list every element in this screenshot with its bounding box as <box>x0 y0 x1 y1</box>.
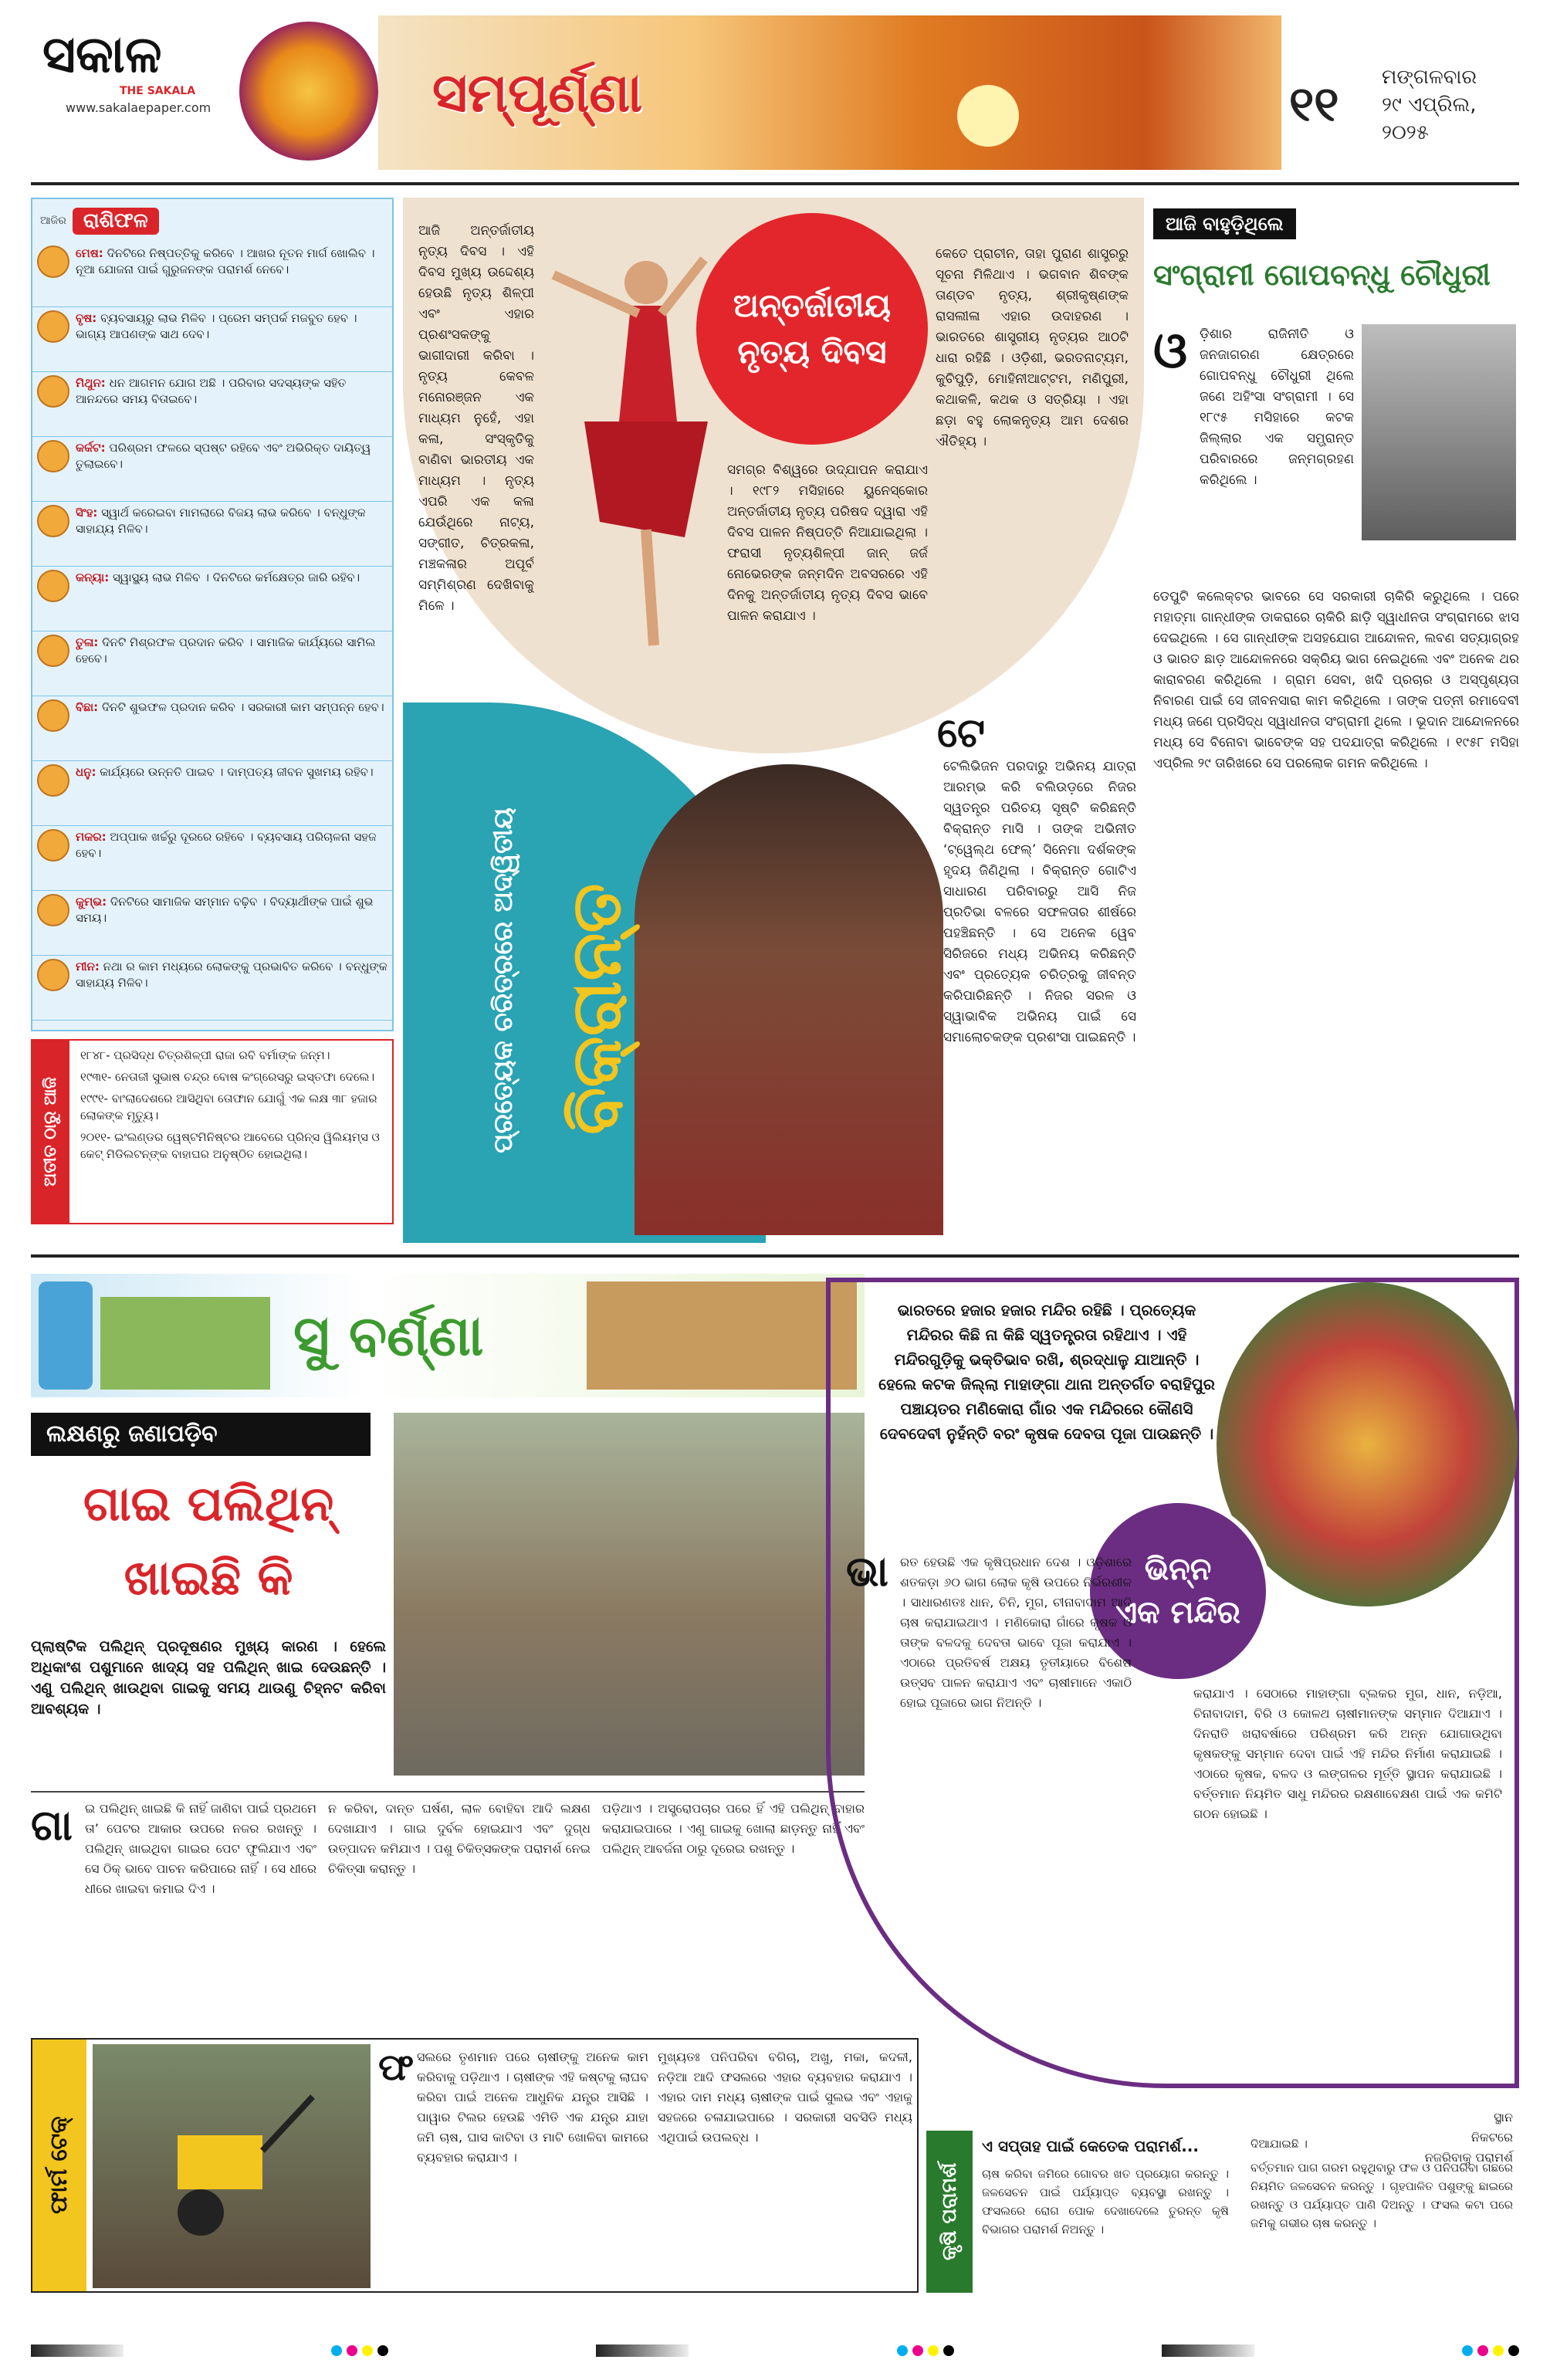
rashi-prediction: ନଥା ର କାମ ମଧ୍ୟରେ ଲୋକଙ୍କୁ ପ୍ରଭାବିତ କରିବେ । ବନ୍ଧୁଙ୍କ ସାହାଯ୍ୟ ମିଳିବ। <box>76 960 388 990</box>
registration-grey-left <box>31 2344 124 2357</box>
gopabandhu-portrait <box>1362 324 1516 540</box>
rashi-row <box>32 567 392 631</box>
temple-credit-line2: ନିକଟରେ <box>1470 2130 1513 2145</box>
issue-date-text: ୨୯ ଏପ୍ରିଲ, <box>1382 93 1477 117</box>
rashi-sign: କନ୍ୟା: <box>76 570 110 584</box>
gopabandhu-intro: ଡ଼ିଶାର ରାଜିନୀତି ଓ ଜନଜାଗରଣ କ୍ଷେତ୍ରରେ ଗୋପବନ୍ଧୁ ଚୌଧୁରୀ ଥିଲେ ଜଣେ ଅହିଂସା ସଂଗ୍ରାମୀ । ସେ ୧୮୯୫ ମସିହାରେ କଟକ ଜିଲ୍ଲାର ଏକ ସମ୍ଭ୍ରାନ୍ତ ପରିବାରରେ ଜନ୍ମଗ୍ରହଣ କରିଥିଲେ । <box>1200 327 1354 488</box>
rashi-row <box>32 696 392 761</box>
dance-title-line2: ନୃତ୍ୟ ଦିବସ <box>737 333 887 371</box>
rashi-text <box>76 570 360 586</box>
suvarna-banner <box>31 1274 865 1397</box>
zodiac-icon <box>37 310 69 343</box>
history-item: ୧୯୩୧- ନେତାଜୀ ସୁଭାଷ ଚନ୍ଦ୍ର ବୋଷ କଂଗ୍ରେସରୁ ଇସ୍ତଫା ଦେଲେ। <box>80 1070 375 1084</box>
gopabandhu-title: ସଂଗ୍ରାମୀ ଗୋପବନ୍ଧୁ ଚୌଧୁରୀ <box>1153 258 1491 292</box>
zodiac-icon <box>37 635 69 667</box>
gopabandhu-lead-letter: ଓ <box>1153 323 1188 380</box>
zodiac-icon <box>37 959 69 991</box>
gopabandhu-body: ଡେପୁଟି କଲେକ୍ଟର ଭାବରେ ସେ ସରକାରୀ ଚାକିରି କରୁଥିଲେ । ପରେ ମହାତ୍ମା ଗାନ୍ଧୀଙ୍କ ଡାକରାରେ ଚାକିରି ଛାଡ଼ି ସ୍ୱାଧୀନତା ସଂଗ୍ରାମରେ ଝାସ ଦେଇଥିଲେ । ସେ ଗାନ୍ଧୀଙ୍କ ଅସହଯୋଗ ଆନ୍ଦୋଳନ, ଲବଣ ସତ୍ୟାଗ୍ରହ ଓ ଭାରତ ଛାଡ଼ ଆନ୍ଦୋଳନରେ ସକ୍ରିୟ ଭାଗ ନେଇଥିଲେ ଏବଂ ଅନେକ ଥର କାରାବରଣ କରିଥିଲେ । ଗ୍ରାମ ସେବା, ଖଦି ପ୍ରଚାର ଓ ଅସ୍ପୃଶ୍ୟତା ନିବାରଣ ପାଇଁ ସେ ଜୀବନସାରା କାମ କରିଥିଲେ । ତାଙ୍କ ପତ୍ନୀ ରମାଦେବୀ ମଧ୍ୟ ଜଣେ ପ୍ରସିଦ୍ଧ ସ୍ୱାଧୀନତା ସଂଗ୍ରାମୀ ଥିଲେ । ଭୂଦାନ ଆନ୍ଦୋଳନରେ ମଧ୍ୟ ସେ ବିନୋବା ଭାବେଙ୍କ ସହ ପଦଯାତ୍ରା କରିଥିଲେ । ୧୯୫୮ ମସିହା ଏପ୍ରିଲ ୨୯ ତାରିଖରେ ସେ ପରଲୋକ ଗମନ କରିଥିଲେ । <box>1153 589 1519 771</box>
rashi-prediction: ଦିନଟିରେ ସାମାଜିକ ସମ୍ମାନ ବଢ଼ିବ । ବିଦ୍ୟାର୍ଥୀଙ୍କ ପାଇଁ ଶୁଭ ସମୟ। <box>76 895 374 925</box>
krishi-section <box>926 2131 1519 2293</box>
rashi-text <box>76 829 388 862</box>
vikrant-portrait <box>635 764 943 1235</box>
issue-year: ୨୦୨୫ <box>1382 121 1429 144</box>
vikrant-body: ଟେଲିଭିଜନ ପରଦାରୁ ଅଭିନୟ ଯାତ୍ରା ଆରମ୍ଭ କରି ବଲିଉଡ଼ରେ ନିଜର ସ୍ୱତନ୍ତ୍ର ପରିଚୟ ସୃଷ୍ଟି କରିଛନ୍ତି ବିକ୍ରାନ୍ତ ମାସି । ତାଙ୍କ ଅଭିନୀତ ‘ଟ୍ୱେଲ୍‌ଥ ଫେଲ୍’ ସିନେମା ଦର୍ଶକଙ୍କ ହୃଦୟ ଜିଣିଥିଲା । ବିକ୍ରାନ୍ତ ଗୋଟିଏ ସାଧାରଣ ପରିବାରରୁ ଆସି ନିଜ ପ୍ରତିଭା ବଳରେ ସଫଳତାର ଶୀର୍ଷରେ ପହଞ୍ଚିଛନ୍ତି । ସେ ଅନେକ ୱେବ ସିରିଜରେ ମଧ୍ୟ ଅଭିନୟ କରିଛନ୍ତି ଏବଂ ପ୍ରତ୍ୟେକ ଚରିତ୍ରକୁ ଜୀବନ୍ତ କରିପାରିଛନ୍ତି । ନିଜର ସରଳ ଓ ସ୍ୱାଭାବିକ ଅଭିନୟ ପାଇଁ ସେ ସମାଲୋଚକଙ୍କ ପ୍ରଶଂସା ପାଇଛନ୍ତି । <box>943 759 1136 1045</box>
farmers-illustration <box>587 1281 857 1390</box>
rashi-prediction: ଧନ ଆଗମନ ଯୋଗ ଅଛି । ପରିବାର ସଦସ୍ୟଙ୍କ ସହିତ ଆନନ୍ଦରେ ସମୟ ବିତାଇବେ। <box>76 376 347 406</box>
rashifal-badge: ରାଶିଫଳ <box>73 208 159 235</box>
temple-credit-line1: ସ୍ଥାନ <box>1494 2110 1513 2124</box>
gopabandhu-section <box>1153 208 1519 1235</box>
history-item: ୨୦୧୧- ଇଂଲଣ୍ଡର ୱେଷ୍ଟମିନିଷ୍ଟର ଆବେରେ ପ୍ରିନ୍ସ ୱିଲିୟମ୍ସ ଓ କେଟ୍ ମିଡିଲଟନ୍‌ଙ୍କ ବାହାଘର ଅନୁଷ୍ଠିତ ହୋଇଥିଲା। <box>80 1130 380 1161</box>
farm-tech-col1: ସଲରେ ତୃଣମାନ ପରେ ଚାଷୀଙ୍କୁ ଅନେକ କାମ କରିବାକୁ ପଡ଼ିଥାଏ । ଚାଷୀଙ୍କ ଏହି କଷ୍ଟକୁ ଲାଘବ କରିବା ପାଇଁ ଅନେକ ଆଧୁନିକ ଯନ୍ତ୍ର ଆସିଛି । ପାୱାର ଟିଲର ହେଉଛି ଏମିତି ଏକ ଯନ୍ତ୍ର ଯାହା ଜମି ଚାଷ, ଘାସ କାଟିବା ଓ ମାଟି ଖୋଳିବା କାମରେ ବ୍ୟବହାର କରାଯାଏ । <box>417 2050 648 2165</box>
rashi-text <box>76 635 388 667</box>
masthead <box>0 0 1550 185</box>
rashi-text <box>76 959 388 991</box>
history-list <box>80 1047 386 1220</box>
power-tiller-photo <box>93 2044 371 2288</box>
cow-intro: ପ୍ଲାଷ୍ଟିକ ପଲିଥିନ୍ ପ୍ରଦୂଷଣର ମୁଖ୍ୟ କାରଣ । ହେଲେ ଅଧିକାଂଶ ପଶୁମାନେ ଖାଦ୍ୟ ସହ ପଲିଥିନ୍ ଖାଇ ଦେଉଛନ୍ତି । ଏଣୁ ପଲିଥିନ୍ ଖାଉଥିବା ଗାଇକୁ ସମୟ ଥାଉଣୁ ଚିହ୍ନଟ କରିବା ଆବଶ୍ୟକ । <box>31 1638 386 1718</box>
vikrant-section <box>403 702 1144 1243</box>
suvarna-title: ସୁ ବର୍ଣ୍ଣା <box>293 1302 484 1368</box>
rashi-text <box>76 245 388 278</box>
rashi-row <box>32 891 392 956</box>
rashi-text <box>76 310 388 343</box>
temple-intro: ଭାରତରେ ହଜାର ହଜାର ମନ୍ଦିର ରହିଛି । ପ୍ରତ୍ୟେକ ମନ୍ଦିରର କିଛି ନା କିଛି ସ୍ୱତନ୍ତ୍ରତା ରହିଥାଏ । ଏହି ମନ୍ଦିରଗୁଡ଼ିକୁ ଭକ୍ତିଭାବ ରଖି, ଶ୍ରଦ୍ଧାଳୁ ଯାଆନ୍ତି । ହେଲେ କଟକ ଜିଲ୍ଲା ମାହାଙ୍ଗା ଥାନା ଅନ୍ତର୍ଗତ ବରାହିପୁର ପଞ୍ଚାୟତର ମଣିକୋରା ଗାଁର ଏକ ମନ୍ଦିରରେ କୌଣସି ଦେବଦେବୀ ନୁହଁନ୍ତି ବରଂ କୃଷକ ଦେବତା ପୂଜା ପାଉଛନ୍ତି । <box>878 1301 1215 1443</box>
rashi-prediction: ଅପ୍ପାକ ଖର୍ଚ୍ଚରୁ ଦୂରରେ ରହିବେ । ବ୍ୟବସାୟ ପରିଚାଳନା ସହଜ ହେବ। <box>76 830 377 860</box>
history-item: ୧୮୪୮- ପ୍ରସିଦ୍ଧ ଚିତ୍ରଶିଳ୍ପୀ ରାଜା ରବି ବର୍ମାଙ୍କ ଜନ୍ମ। <box>80 1048 330 1062</box>
dance-col3: କେତେ ପ୍ରାଚୀନ, ତାହା ପୁରାଣ ଶାସ୍ତ୍ରରୁ ସୂଚନା ମିଳିଥାଏ । ଭଗବାନ ଶିବଙ୍କ ତାଣ୍ଡବ ନୃତ୍ୟ, ଶ୍ରୀକୃଷ୍ଣଙ୍କ ରାସଲୀଳା ଏହାର ଉଦାହରଣ । ଭାରତରେ ଶାସ୍ତ୍ରୀୟ ନୃତ୍ୟର ଆଠଟି ଧାରା ରହିଛି । ଓଡ଼ିଶୀ, ଭରତନାଟ୍ୟମ, କୁଚିପୁଡ଼ି, ମୋହିନୀଆଟ୍ଟମ, ମଣିପୁରୀ, କଥାକଳି, କଥକ ଓ ସତ୍ରିୟା । ଏହା ଛଡ଼ା ବହୁ ଲୋକନୃତ୍ୟ ଆମ ଦେଶର ଐତିହ୍ୟ । <box>936 246 1129 449</box>
rashi-row <box>32 437 392 502</box>
registration-grey-mid <box>596 2344 689 2357</box>
sun-icon <box>957 85 1019 147</box>
vikrant-name: ବିକ୍ରାନ୍ତ <box>555 883 637 1135</box>
rashifal-panel <box>31 198 394 1031</box>
cow-title-line2: ଖାଇଛି କି <box>124 1549 293 1606</box>
krishi-heading: ଏ ସପ୍ତାହ ପାଇଁ କେତେକ ପରାମର୍ଶ... <box>982 2137 1199 2155</box>
rashi-row <box>32 761 392 826</box>
temple-lead-letter: ଭା <box>846 1547 888 1596</box>
history-label: ଅତୀତ ଠାରୁ ଆଜି <box>32 1041 69 1223</box>
zodiac-icon <box>37 440 69 472</box>
print-registration-bar <box>31 2339 1519 2362</box>
vikrant-lead-letter: ଟେ <box>937 710 986 757</box>
zodiac-icon <box>37 245 69 278</box>
vikrant-subtitle: ପ୍ରତ୍ୟେକ ଚରିତ୍ରରେ ଅଦ୍ୱିତୀୟ <box>488 807 519 1153</box>
phone-illustration <box>39 1281 93 1390</box>
zodiac-icon <box>37 894 69 926</box>
cow-photo <box>394 1413 865 1776</box>
krishi-col1: ଚାଷ କରିବା ଜମିରେ ଗୋବର ଖତ ପ୍ରୟୋଗ କରନ୍ତୁ । ଜଳସେଚନ ପାଇଁ ପର୍ଯ୍ୟାପ୍ତ ବ୍ୟବସ୍ଥା ରଖନ୍ତୁ । ଫସଲରେ ରୋଗ ପୋକ ଦେଖାଦେଲେ ତୁରନ୍ତ କୃଷି ବିଭାଗର ପରାମର୍ଶ ନିଅନ୍ତୁ । <box>982 2167 1229 2236</box>
zodiac-icon <box>37 764 69 797</box>
rashi-text <box>76 505 388 537</box>
rashi-prediction: ପରିଶ୍ରମ ଫଳରେ ସ୍ପଷ୍ଟ ରହିବେ ଏବଂ ଅଭିରିକ୍ତ ଦାୟିତ୍ୱ ତୁଲାଇବେ। <box>76 441 371 471</box>
gopabandhu-section-label: ଆଜି ବାହୁଡ଼ିଥିଲେ <box>1153 208 1296 239</box>
rashi-prediction: ଦିନଟି ଶୁଭଫଳ ପ୍ରଦାନ କରିବ । ସରକାରୀ କାମ ସମ୍ପନ୍ନ ହେବ। <box>101 700 384 714</box>
rashi-sign: ମୀନ: <box>76 960 100 973</box>
rashi-row <box>32 631 392 696</box>
krishi-label: କୃଷି ପରାମର୍ଶ <box>926 2131 973 2293</box>
rashifal-list <box>32 242 392 1021</box>
rashi-sign: ଧନୁ: <box>76 765 96 779</box>
logo-text: ସକାଳ <box>42 24 162 84</box>
rashi-row <box>32 502 392 567</box>
supplement-title: ସମ୍ପୂର୍ଣ୍ଣା <box>432 60 643 124</box>
rashi-sign: କୁମ୍ଭ: <box>76 895 107 909</box>
dance-title-circle <box>696 213 928 445</box>
rashi-sign: ମକର: <box>76 830 107 844</box>
sakala-logo[interactable] <box>42 23 228 116</box>
zodiac-icon <box>37 505 69 537</box>
page-number: ୧୧ <box>1289 76 1339 132</box>
masthead-rule <box>31 182 1519 185</box>
history-item: ୧୯୯୧- ବାଂଲାଦେଶରେ ଆସିଥିବା ତୋଫାନ ଯୋଗୁଁ ଏକ ଲକ୍ଷ ୩୮ ହଜାର ଲୋକଙ୍କ ମୃତ୍ୟୁ। <box>80 1092 377 1122</box>
temple-badge-line2: ଏକ ମନ୍ଦିର <box>1115 1595 1240 1630</box>
rashi-sign: ମେଷ: <box>76 246 103 260</box>
issue-date <box>1382 63 1536 148</box>
rashi-prediction: କାର୍ଯ୍ୟରେ ଉନ୍ନତି ପାଇବ । ଦାମ୍ପତ୍ୟ ଜୀବନ ସୁଖମୟ ରହିବ। <box>100 765 374 779</box>
cow-rule <box>31 1791 865 1793</box>
rashi-sign: ବୃଷ: <box>76 311 97 325</box>
rashifal-header <box>32 199 392 242</box>
rashi-text <box>76 375 388 408</box>
dance-col2: ସମଗ୍ର ବିଶ୍ୱରେ ଉଦ୍‌ଯାପନ କରାଯାଏ । ୧୯୮୨ ମସିହାରେ ୟୁନେସ୍କୋର ଅନ୍ତର୍ଜାତୀୟ ନୃତ୍ୟ ପରିଷଦ ଦ୍ୱାରା ଏହି ଦିବସ ପାଳନ ନିଷ୍ପତ୍ତି ନିଆଯାଇଥିଲା । ଫରାସୀ ନୃତ୍ୟଶିଳ୍ପୀ ଜାନ୍ ଜର୍ଜ ନୋଭେରଙ୍କ ଜନ୍ମଦିନ ଅବସରରେ ଏହି ଦିନକୁ ଅନ୍ତର୍ଜାତୀୟ ନୃତ୍ୟ ଦିବସ ଭାବେ ପାଳନ କରାଯାଏ । <box>727 462 928 624</box>
zodiac-icon <box>37 829 69 862</box>
cow-title <box>31 1467 386 1621</box>
rashi-sign: ବିଛା: <box>76 700 99 714</box>
krishi-col2-top: ଦିଆଯାଇଛି । <box>1250 2137 1308 2151</box>
dance-col1: ଆଜି ଅନ୍ତର୍ଜାତୀୟ ନୃତ୍ୟ ଦିବସ । ଏହି ଦିବସ ମୁଖ୍ୟ ଉଦ୍ଦେଶ୍ୟ ହେଉଛି ନୃତ୍ୟ ଶିଳ୍ପୀ ଏବଂ ଏହାର ପ୍ରଶଂସକଙ୍କୁ ଭାଗୀଦାରୀ କରିବା । ନୃତ୍ୟ କେବଳ ମନୋରଞ୍ଜନ ଏକ ମାଧ୍ୟମ ନୁହେଁ, ଏହା କଳା, ସଂସ୍କୃତିକୁ ବାଣିବା ଭାରତୀୟ ଏକ ମାଧ୍ୟମ । ନୃତ୍ୟ ଏପରି ଏକ କଳା ଯେଉଁଥିରେ ନାଟ୍ୟ, ସଙ୍ଗୀତ, ଚିତ୍ରକଳା, ମଞ୍ଚକଳାର ଅପୂର୍ବ ସମ୍ମିଶ୍ରଣ ଦେଖିବାକୁ ମିଳେ । <box>418 223 534 614</box>
rashi-prediction: ଦିନଟିରେ ନିଷ୍ପତ୍ତିକୁ କରିବେ । ଆଖର ନୂତନ ମାର୍ଗ ଖୋଲିବ । ନୂଆ ଯୋଜନା ପାଇଁ ଗୁରୁଜନଙ୍କ ପରାମର୍ଶ ନେବେ। <box>76 246 375 276</box>
cow-kicker: ଲକ୍ଷଣରୁ ଜଣାପଡ଼ିବ <box>31 1413 371 1456</box>
zodiac-icon <box>37 570 69 602</box>
rashi-row <box>32 372 392 437</box>
temple-credit-line3: ନଜରିବାକୁ ପରାମର୍ଶ <box>1424 2150 1513 2165</box>
farm-tech-col2: ମୁଖ୍ୟତଃ ପନିପରିବା ବଗିଚା, ଅଖୁ, ମକା, କଦଳୀ, ନଡ଼ିଆ ଆଦି ଫସଲରେ ଏହାର ବ୍ୟବହାର କରାଯାଏ । ଏହାର ଦାମ ମଧ୍ୟ ଚାଷୀଙ୍କ ପାଇଁ ସୁଲଭ ଏବଂ ଏହାକୁ ସହଜରେ ଚଳାଯାଇପାରେ । ସରକାରୀ ସବସିଡି ମଧ୍ୟ ଏଥିପାଇଁ ଉପଲବ୍ଧ । <box>658 2050 912 2145</box>
rashi-row <box>32 826 392 891</box>
registration-grey-right <box>1162 2344 1254 2357</box>
registration-dots-mid <box>897 2345 954 2356</box>
registration-dots-left <box>331 2345 388 2356</box>
cow-title-line1: ଗାଇ ପଲିଥିନ୍ <box>83 1475 334 1532</box>
rashi-sign: କର୍କଟ: <box>76 441 106 455</box>
registration-dots-right <box>1462 2345 1519 2356</box>
cow-lead-letter: ଗା <box>31 1801 73 1850</box>
cow-section <box>31 1413 865 2023</box>
zodiac-icon <box>37 699 69 732</box>
ballerina-illustration <box>530 229 708 653</box>
rashi-sign: ସିଂହ: <box>76 506 98 520</box>
section-divider <box>31 1254 1519 1258</box>
krishi-col2: ବର୍ତ୍ତମାନ ପାଗ ଗରମ ରହୁଥିବାରୁ ଫଳ ଓ ପନିପରିବା ଗଛରେ ନିୟମିତ ଜଳସେଚନ କରନ୍ତୁ । ଗୃହପାଳିତ ପଶୁଙ୍କୁ ଛାଇରେ ରଖନ୍ତୁ ଓ ପର୍ଯ୍ୟାପ୍ତ ପାଣି ଦିଅନ୍ତୁ । ଫସଲ କଟା ପରେ ଜମିକୁ ଗଭୀର ଚାଷ କରନ୍ତୁ । <box>1250 2161 1513 2230</box>
temple-section <box>826 1278 1519 2088</box>
rashifal-badge-small: ଆଜିର <box>40 215 66 227</box>
rashi-row <box>32 242 392 307</box>
temple-col1: ରତ ହେଉଛି ଏକ କୃଷିପ୍ରଧାନ ଦେଶ । ଓଡ଼ିଶାରେ ଶତକଡ଼ା ୬୦ ଭାଗ ଲୋକ କୃଷି ଉପରେ ନିର୍ଭରଶୀଳ । ସାଧାରଣତଃ ଧାନ, ଚିନି, ମୁଗ, ଚୀନାବାଦାମ ଆଦି ଚାଷ କରାଯାଇଥାଏ । ମଣିକୋରା ଗାଁରେ କୃଷକ ଓ ତାଙ୍କ ବଳଦକୁ ଦେବତା ଭାବେ ପୂଜା କରାଯାଏ । ଏଠାରେ ପ୍ରତିବର୍ଷ ଅକ୍ଷୟ ତୃତୀୟାରେ ବିଶେଷ ଉତ୍ସବ ପାଳନ କରାଯାଏ ଏବଂ ଚାଷୀମାନେ ଏକାଠି ହୋଇ ପୂଜାରେ ଭାଗ ନିଅନ୍ତି । <box>900 1555 1132 1710</box>
rashi-prediction: ସ୍ୱାସ୍ଥ୍ୟ ଲାଭ ମିଳିବ । ଦିନଟିରେ କର୍ମକ୍ଷେତ୍ର ଜାରି ରହିବ। <box>113 570 360 584</box>
zodiac-icon <box>37 375 69 408</box>
farm-tech-lead-letter: ଫ <box>378 2046 415 2089</box>
mandala-art <box>239 22 378 161</box>
rashi-sign: ତୁଳା: <box>76 635 99 649</box>
rashi-text <box>76 764 374 780</box>
rashi-sign: ମିଥୁନ: <box>76 376 106 390</box>
rashi-text <box>76 894 388 926</box>
farming-illustration <box>100 1297 270 1390</box>
rashi-prediction: ସ୍ୱାର୍ଥ କରେଇବା ମାମଲାରେ ବିଜୟ ଲାଭ କରିବେ । ବନ୍ଧୁଙ୍କ ସାହାଯ୍ୟ ମିଳିବ। <box>76 506 366 536</box>
rashi-prediction: ଦିନଟି ମିଶ୍ରଫଳ ପ୍ରଦାନ କରିବ । ସାମାଜିକ କାର୍ଯ୍ୟରେ ସାମିଲ ହେବେ। <box>76 635 376 665</box>
logo-sub: THE SAKALA <box>120 85 196 97</box>
cow-col2: ନ କରିବା, ଦାନ୍ତ ଘର୍ଷଣ, ଲାଳ ବୋହିବା ଆଦି ଲକ୍ଷଣ ଦେଖାଯାଏ । ଗାଇ ଦୁର୍ବଳ ହୋଇଯାଏ ଏବଂ ଦୁଗ୍ଧ ଉତ୍ପାଦନ କମିଯାଏ । ପଶୁ ଚିକିତ୍ସକଙ୍କ ପରାମର୍ଶ ନେଇ ଚିକିତ୍ସା କରାନ୍ତୁ । <box>328 1801 591 1876</box>
history-panel <box>31 1039 394 1224</box>
temple-col2: କରାଯାଏ । ସେଠାରେ ମାହାଙ୍ଗା ବ୍ଲକର ମୁଗ, ଧାନ, ନଡ଼ିଆ, ଚିନାବାଦାମ, ବିରି ଓ କୋଳଥ ଚାଷୀମାନଙ୍କ ସମ୍ମାନ ଦିଆଯାଏ । ଦିନରାତି ଖରାବର୍ଷାରେ ପରିଶ୍ରମ କରି ଅନ୍ନ ଯୋଗାଉଥିବା କୃଷକଙ୍କୁ ସମ୍ମାନ ଦେବା ପାଇଁ ଏହି ମନ୍ଦିର ନିର୍ମାଣ କରାଯାଇଛି । ଏଠାରେ କୃଷକ, ବଳଦ ଓ ଲଙ୍ଗଳର ମୂର୍ତ୍ତି ସ୍ଥାପନ କରାଯାଇଛି । ବର୍ତ୍ତମାନ ନିୟମିତ ସାଧୁ ମନ୍ଦିରର ରକ୍ଷଣାବେକ୍ଷଣ ପାଇଁ ଏକ କମିଟି ଗଠନ ହୋଇଛି । <box>1193 1686 1502 1821</box>
rashi-text <box>76 440 388 472</box>
temple-badge-line1: ଭିନ୍ନ <box>1144 1552 1212 1587</box>
dance-title-line1: ଅନ୍ତର୍ଜାତୀୟ <box>733 286 892 324</box>
rashi-prediction: ବ୍ୟବସାୟରୁ ଲାଭ ମିଳିବ । ପ୍ରେମ ସମ୍ପର୍କ ମଜବୁତ ହେବ । ଭାଗ୍ୟ ଆପଣଙ୍କ ସାଥ ଦେବ। <box>76 311 357 341</box>
rashi-row <box>32 956 392 1021</box>
farm-tech-label: ଫାର୍ମ ଟେକ୍ <box>32 2040 86 2291</box>
website-url[interactable]: www.sakalaepaper.com <box>66 100 212 115</box>
farm-tech-section <box>31 2038 919 2293</box>
cow-col3: ପଡ଼ିଥାଏ । ଅସ୍ତ୍ରୋପଚାର ପରେ ହିଁ ଏହି ପଲିଥିନ୍ ବାହାର କରାଯାଇପାରେ । ଏଣୁ ଗାଇକୁ ଖୋଲା ଛାଡ଼ନ୍ତୁ ନାହିଁ ଏବଂ ପଲିଥିନ୍ ଆବର୍ଜନା ଠାରୁ ଦୂରେଇ ରଖନ୍ତୁ । <box>602 1801 865 1856</box>
rashi-text <box>76 699 384 716</box>
rashi-row <box>32 307 392 372</box>
cow-col1: ଇ ପଲିଥିନ୍ ଖାଇଛି କି ନାହିଁ ଜାଣିବା ପାଇଁ ପ୍ରଥମେ ତା’ ପେଟର ଆକାର ଉପରେ ନଜର ରଖନ୍ତୁ । ପଲିଥିନ୍ ଖାଇଥିବା ଗାଇର ପେଟ ଫୁଲିଯାଏ ଏବଂ ସେ ଠିକ୍ ଭାବେ ପାଚନ କରିପାରେ ନାହିଁ । ସେ ଧୀରେ ଧୀରେ ଖାଇବା କମାଇ ଦିଏ । <box>85 1801 316 1896</box>
issue-day: ମଙ୍ଗଳବାର <box>1382 66 1477 89</box>
